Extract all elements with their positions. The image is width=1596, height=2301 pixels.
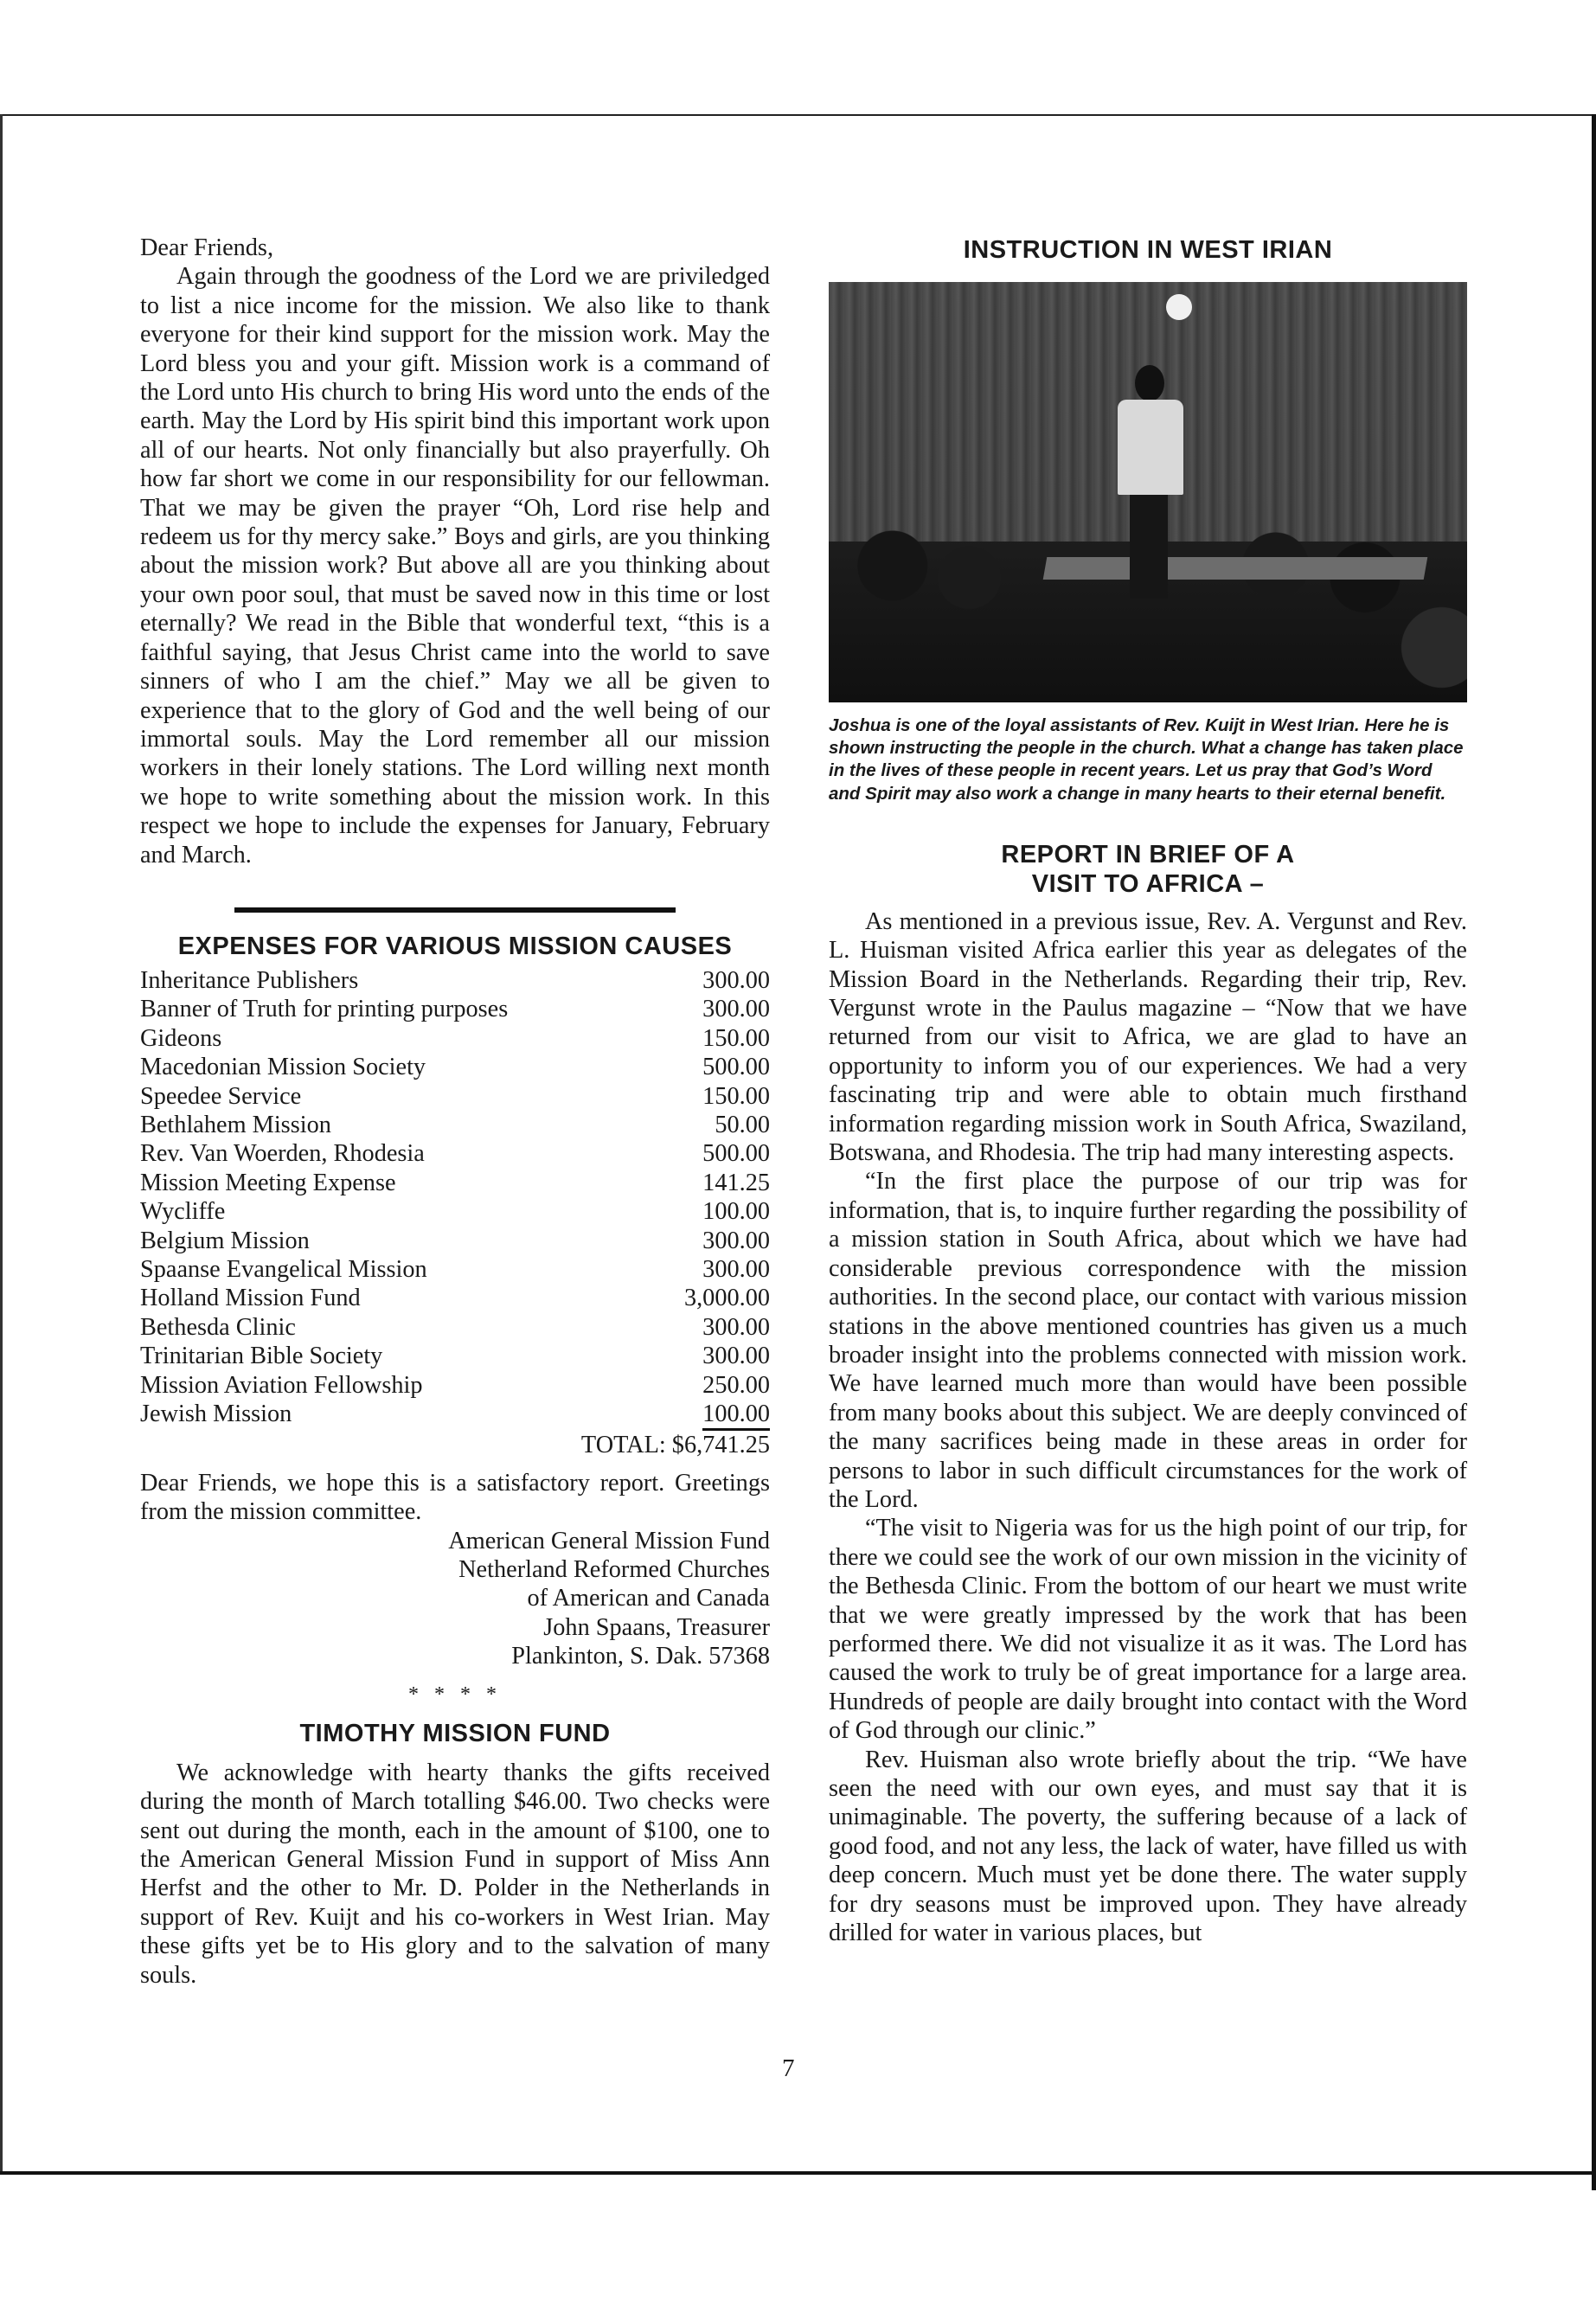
expense-row <box>140 1255 770 1284</box>
expense-name: Banner of Truth for printing purposes <box>140 996 509 1023</box>
africa-paragraph: “The visit to Nigeria was for us the high point of our trip, for there we could see the work of our own mission in the vicinity of the Bethesda Clinic. From the bottom of our heart we must write that we were greatly impressed by the work that has been performed there. We did not visualize it as it was. The Lord has caused the work to truly be of great importance for a large area. Hundreds of people are daily brought into contact with the Word of God through our clinic.” <box>829 1515 1467 1745</box>
page-number: 7 <box>782 2054 795 2082</box>
expense-amount: 50.00 <box>715 1111 770 1138</box>
expenses-heading: EXPENSES FOR VARIOUS MISSION CAUSES <box>177 932 733 960</box>
signature-block <box>140 1527 770 1671</box>
africa-heading-line1: REPORT IN BRIEF OF A <box>1001 840 1295 868</box>
expense-name: Jewish Mission <box>140 1400 292 1428</box>
expense-amount: 500.00 <box>702 1140 770 1168</box>
expense-name: Bethlahem Mission <box>140 1111 331 1138</box>
expense-row <box>140 1313 770 1342</box>
expense-amount: 300.00 <box>702 996 770 1023</box>
expense-amount: 300.00 <box>702 1313 770 1341</box>
expense-amount: 300.00 <box>702 1256 770 1283</box>
expense-amount: 150.00 <box>702 1024 770 1052</box>
expense-row <box>140 1197 770 1226</box>
section-separator: * * * * <box>408 1682 502 1706</box>
expense-row <box>140 1342 770 1370</box>
africa-paragraph: “In the first place the purpose of our trip was for information, that is, to inquire further regarding the possibility of a mission station in South Africa, about which we have had considerable previous correspondence with the mission authorities. In the second place, our contact with various mission stations in the above mentioned countries has given us a much broader insight into the problems connected with mission work. We have learned much more than would have been possible from many books about this subject. We are deeply convinced of the many sacrifices being made in these areas in order for persons to labor in such difficult circumstances for the work of the Lord. <box>829 1168 1467 1513</box>
expenses-total: TOTAL: $6,741.25 <box>580 1432 770 1459</box>
signature-line: Netherland Reformed Churches <box>458 1556 770 1584</box>
page-border-right <box>1592 114 1596 2190</box>
expense-amount: 150.00 <box>702 1082 770 1110</box>
signature-line: of American and Canada <box>527 1585 770 1612</box>
expense-row <box>140 995 770 1023</box>
africa-paragraph: Rev. Huisman also wrote briefly about the trip. “We have seen the need with our own eyes, and must say that it is unimaginable. The poverty, the suffering because of a lack of good food, and not any less, the lack of water, have filled us with deep concern. Much must yet be done there. The water supply for dry seasons must be improved upon. They have already drilled for water in various places, but <box>829 1746 1467 1947</box>
expense-row <box>140 1227 770 1255</box>
expense-name: Macedonian Mission Society <box>140 1054 426 1081</box>
expense-row <box>140 1053 770 1081</box>
expense-row <box>140 1139 770 1168</box>
expense-amount: 500.00 <box>702 1054 770 1081</box>
timothy-body: We acknowledge with hearty thanks the gifts received during the month of March totalling $46.00. Two checks were sent out during the month, each in the amount of $100, one to the American General Mission Fund in support of Miss Ann Herfst and the other to Mr. D. Polder in the Netherlands in support of Rev. Kuijt and his co-workers in West Irian. May these gifts yet be to His glory and to the salvation of many souls. <box>140 1759 770 1989</box>
expense-amount: 300.00 <box>702 1343 770 1370</box>
expense-row <box>140 1169 770 1197</box>
right-column <box>829 235 1467 1947</box>
expense-name: Mission Meeting Expense <box>140 1169 396 1196</box>
letter-salutation: Dear Friends, <box>140 234 274 261</box>
page-border-bottom <box>0 2171 1596 2175</box>
page-border-top <box>0 114 1596 116</box>
photo-light <box>1166 294 1192 320</box>
expense-name: Inheritance Publishers <box>140 966 359 994</box>
expense-name: Speedee Service <box>140 1082 302 1110</box>
left-column <box>140 234 770 1990</box>
expense-name: Holland Mission Fund <box>140 1285 361 1312</box>
photo-table <box>1043 557 1428 580</box>
expense-name: Belgium Mission <box>140 1227 310 1254</box>
expense-amount: 300.00 <box>702 1227 770 1254</box>
expense-amount: 141.25 <box>702 1169 770 1196</box>
expense-row <box>140 1284 770 1312</box>
expenses-list <box>140 966 770 1432</box>
west-irian-heading: INSTRUCTION IN WEST IRIAN <box>963 236 1333 264</box>
signature-line: Plankinton, S. Dak. 57368 <box>511 1643 770 1670</box>
expense-row <box>140 1111 770 1139</box>
page-border-left <box>0 114 3 2173</box>
expense-row <box>140 966 770 995</box>
photo-teacher <box>1114 365 1187 599</box>
africa-heading-line2: VISIT TO AFRICA – <box>1031 869 1265 898</box>
expense-name: Trinitarian Bible Society <box>140 1343 383 1370</box>
expense-amount: 3,000.00 <box>683 1285 770 1312</box>
letter-body: Again through the goodness of the Lord we are priviledged to list a nice income for the mission. We also like to thank everyone for their kind support for the mission work. May the Lord bless you and your gift. Mission work is a command of the Lord unto His church to bring His word unto the ends of the earth. May the Lord by His spirit bind this important work upon all of our hearts. Not only financially but also prayerfully. Oh how far short we come in our responsibility for our fellowman. That we may be given the prayer “Oh, Lord rise help and redeem us for thy mercy sake.” Boys and girls, are you thinking about the mission work? But above all are you thinking about your own poor soul, that must be saved now in this time or lost eternally? We read in the Bible that wonderful text, “this is a faithful saying, that Jesus Christ came into the world to save sinners of who I am the chief.” May we all be given to experience that to the glory of God and the well being of our immortal souls. May the Lord remember all our mission workers in their lonely stations. The Lord willing next month we hope to write something about the mission work. In this respect we hope to include the expenses for January, February and March. <box>140 263 770 868</box>
expense-name: Gideons <box>140 1024 222 1052</box>
photo-caption: Joshua is one of the loyal assistants of Rev. Kuijt in West Irian. Here he is shown instructing the people in the church. What a change has taken place in the lives of these people in recent years. Let us pray that God’s Word and Spirit may also work a change in many hearts to their eternal benefit. <box>829 715 1464 804</box>
expense-name: Bethesda Clinic <box>140 1313 296 1341</box>
africa-paragraph: As mentioned in a previous issue, Rev. A. Vergunst and Rev. L. Huisman visited Africa earlier this year as delegates of the Mission Board in the Netherlands. Regarding their trip, Rev. Vergunst wrote in the Paulus magazine – “Now that we have returned from our visit to Africa, we are glad to have an opportunity to inform you of our experiences. We had a very fascinating trip and were able to obtain much firsthand information regarding mission work in South Africa, Swaziland, Botswana, and Rhodesia. The trip had many interesting aspects. <box>829 907 1467 1167</box>
west-irian-photo <box>829 282 1467 702</box>
signature-line: American General Mission Fund <box>448 1527 770 1554</box>
expense-row <box>140 1371 770 1400</box>
expense-name: Rev. Van Woerden, Rhodesia <box>140 1140 425 1168</box>
expense-row <box>140 1082 770 1111</box>
timothy-heading: TIMOTHY MISSION FUND <box>299 1719 611 1747</box>
expense-amount: 100.00 <box>702 1198 770 1226</box>
expense-row <box>140 1400 770 1431</box>
expense-amount: 300.00 <box>702 966 770 994</box>
expense-name: Mission Aviation Fellowship <box>140 1371 423 1399</box>
expense-name: Spaanse Evangelical Mission <box>140 1256 427 1283</box>
expense-amount: 250.00 <box>702 1371 770 1399</box>
expense-name: Wycliffe <box>140 1198 226 1226</box>
expenses-closing: Dear Friends, we hope this is a satisfactory report. Greetings from the mission committee. <box>140 1469 770 1526</box>
expense-amount: 100.00 <box>702 1400 770 1431</box>
signature-line: John Spaans, Treasurer <box>543 1613 770 1641</box>
expense-row <box>140 1024 770 1053</box>
